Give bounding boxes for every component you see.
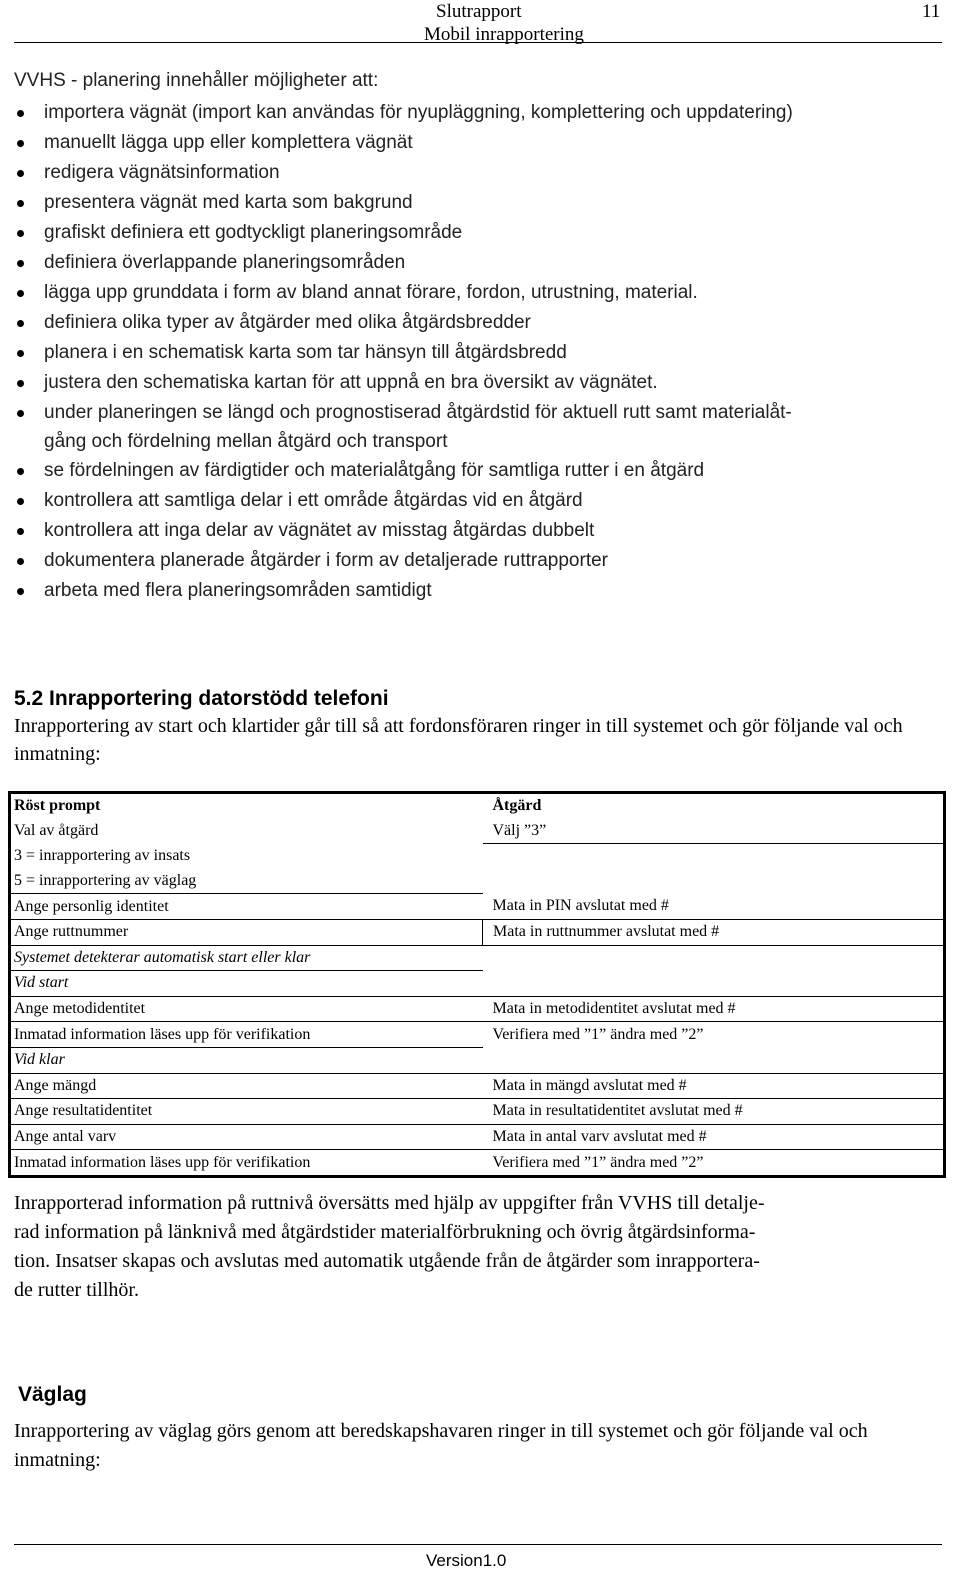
bullet-icon [17, 200, 24, 207]
list-item: planera i en schematisk karta som tar hänsyn till åtgärdsbredd [14, 338, 944, 368]
bullet-icon [17, 528, 24, 535]
table-row [10, 945, 945, 971]
table-row [10, 1073, 945, 1099]
table-cell: Mata in resultatidentitet avslutat med # [483, 1099, 945, 1125]
paragraph-line: de rutter tillhör. [14, 1279, 139, 1301]
table-row [10, 819, 945, 844]
table-cell [483, 971, 945, 997]
list-item: under planeringen se längd och prognostiserad åtgärdstid för aktuell rutt samt materialåt- [14, 398, 944, 427]
table-cell: 5 = inrapportering av väglag [10, 869, 483, 894]
list-item: manuellt lägga upp eller komplettera vägnät [14, 128, 944, 158]
table-cell: Ange personlig identitet [10, 894, 483, 920]
footer-version: Version1.0 [426, 1551, 507, 1570]
list-item: grafiskt definiera ett godtyckligt planeringsområde [14, 218, 944, 248]
table-row [10, 1047, 945, 1073]
table-cell: Mata in ruttnummer avslutat med # [483, 919, 945, 945]
table-cell: Mata in PIN avslutat med # [483, 894, 945, 920]
subsection-text: Inrapportering av väglag görs genom att beredskapshavaren ringer in till systemet och gör följande val och inmatning: [14, 1420, 868, 1471]
table-cell [483, 945, 945, 971]
table-cell: Ange ruttnummer [10, 919, 483, 945]
list-item: presentera vägnät med karta som bakgrund [14, 188, 944, 218]
section-intro-text: Inrapportering av start och klartider går till så att fordonsföraren ringer in till systemet och gör följande val och inmatning: [14, 715, 903, 765]
table-row [10, 869, 945, 894]
paragraph-line: rad information på länknivå med åtgärdstider materialförbrukning och övrig åtgärdsinforma- [14, 1221, 756, 1243]
list-item: importera vägnät (import kan användas för nyupläggning, komplettering och uppdatering) [14, 98, 944, 128]
bullet-icon [17, 290, 24, 297]
bullet-icon [17, 588, 24, 595]
voice-prompt-table [8, 791, 946, 1178]
table-row [10, 1124, 945, 1150]
paragraph-line: Inrapporterad information på ruttnivå översätts med hjälp av uppgifter från VVHS till detalje- [14, 1192, 765, 1214]
table-cell: 3 = inrapportering av insats [14, 847, 191, 865]
list-item: redigera vägnätsinformation [14, 158, 944, 188]
list-item: arbeta med flera planeringsområden samtidigt [14, 576, 944, 606]
bullet-icon [17, 410, 24, 417]
bullet-icon [17, 558, 24, 565]
list-item-continuation: gång och fördelning mellan åtgärd och transport [44, 431, 448, 452]
table-cell: Inmatad information läses upp för verifikation [10, 1022, 483, 1048]
table-row [10, 844, 945, 869]
table-cell: Inmatad information läses upp för verifikation [14, 1153, 311, 1171]
table-cell: Val av åtgärd [14, 822, 99, 840]
bullet-icon [17, 170, 24, 177]
table-cell: Mata in metodidentitet avslutat med # [483, 996, 945, 1022]
bullet-icon [17, 380, 24, 387]
table-header-row [10, 793, 945, 819]
table-cell: Mata in antal varv avslutat med # [483, 1124, 945, 1150]
list-item: se fördelningen av färdigtider och materialåtgång för samtliga rutter i en åtgärd [14, 456, 944, 486]
table-cell [483, 1047, 945, 1073]
intro-text: VVHS - planering innehåller möjligheter att: [14, 70, 379, 91]
subsection-heading: Väglag [18, 1383, 87, 1406]
table-cell [483, 844, 945, 869]
table-cell: Ange mängd [10, 1073, 483, 1099]
bullet-icon [17, 320, 24, 327]
table-cell: Vid klar [10, 1047, 483, 1073]
bullet-icon [17, 260, 24, 267]
list-item: justera den schematiska kartan för att uppnå en bra översikt av vägnätet. [14, 368, 944, 398]
table-row [10, 894, 945, 920]
table-row [10, 1099, 945, 1125]
column-header-voice-prompt: Röst prompt [14, 797, 101, 815]
table-cell: Ange resultatidentitet [10, 1099, 483, 1125]
bullet-icon [17, 468, 24, 475]
header-report-title: Slutrapport [436, 1, 522, 22]
footer-divider [14, 1544, 942, 1545]
capability-list [14, 98, 944, 606]
list-item: kontrollera att inga delar av vägnätet av misstag åtgärdas dubbelt [14, 516, 944, 546]
table-cell: Vid start [10, 971, 483, 997]
table-cell: Ange metodidentitet [10, 996, 483, 1022]
table-row [10, 1150, 945, 1177]
paragraph-line: tion. Insatser skapas och avslutas med automatik utgående från de åtgärder som inrapportera- [14, 1250, 760, 1272]
column-header-action: Åtgärd [492, 797, 542, 815]
bullet-icon [17, 110, 24, 117]
bullet-icon [17, 230, 24, 237]
table-cell: Systemet detekterar automatisk start eller klar [10, 945, 483, 971]
table-row [10, 919, 945, 945]
table-cell: Verifiera med ”1” ändra med ”2” [492, 1025, 704, 1043]
list-item: definiera olika typer av åtgärder med olika åtgärdsbredder [14, 308, 944, 338]
table-cell: Verifiera med ”1” ändra med ”2” [492, 1153, 704, 1171]
list-item: dokumentera planerade åtgärder i form av detaljerade ruttrapporter [14, 546, 944, 576]
table-cell [483, 869, 945, 894]
body-paragraph [14, 1189, 944, 1305]
section-heading: 5.2 Inrapportering datorstödd telefoni [14, 687, 389, 710]
list-item: definiera överlappande planeringsområden [14, 248, 944, 278]
page-number: 11 [922, 1, 941, 22]
table-cell: Mata in mängd avslutat med # [483, 1073, 945, 1099]
table-row [10, 996, 945, 1022]
table-cell: Välj ”3” [483, 819, 945, 844]
bullet-icon [17, 140, 24, 147]
header-report-subtitle: Mobil inrapportering [424, 24, 584, 45]
table-cell: Ange antal varv [10, 1124, 483, 1150]
table-row [10, 971, 945, 997]
header-divider [14, 42, 942, 43]
list-item: lägga upp grunddata i form av bland annat förare, fordon, utrustning, material. [14, 278, 944, 308]
list-item: kontrollera att samtliga delar i ett område åtgärdas vid en åtgärd [14, 486, 944, 516]
bullet-icon [17, 498, 24, 505]
table-row [10, 1022, 945, 1048]
bullet-icon [17, 350, 24, 357]
